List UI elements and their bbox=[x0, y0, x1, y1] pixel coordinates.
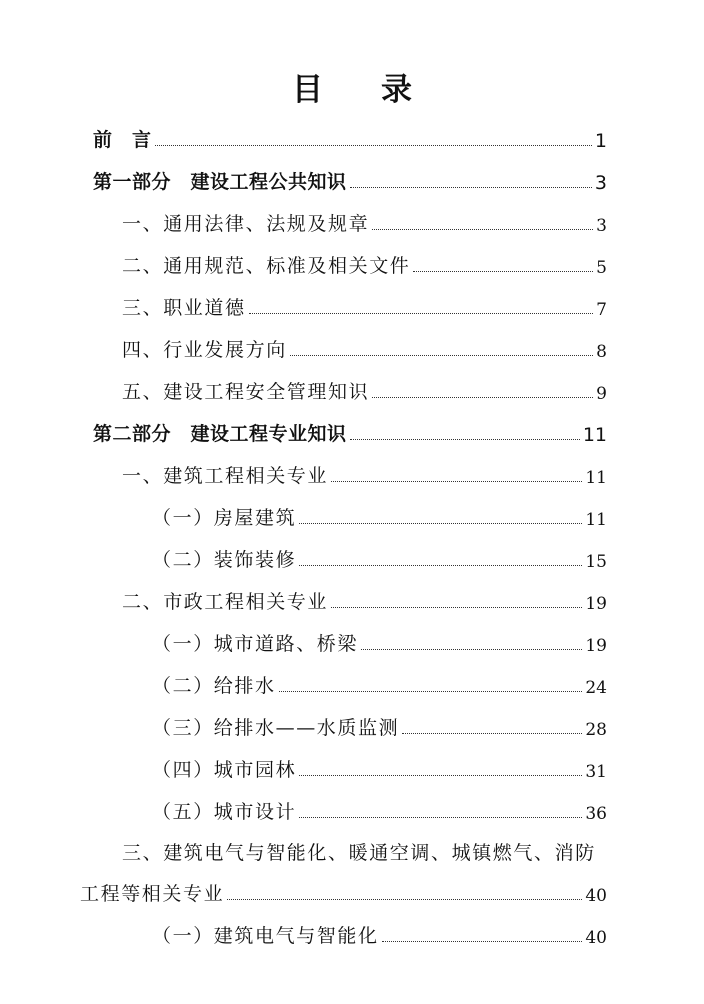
toc-entry-part-2[interactable] bbox=[0, 412, 704, 452]
toc-entry-label: （一）建筑电气与智能化 bbox=[152, 924, 379, 947]
toc-entry-label: 一、通用法律、法规及规章 bbox=[122, 212, 370, 235]
toc-entry-page: 19 bbox=[585, 635, 607, 656]
toc-entry-preface[interactable] bbox=[0, 118, 704, 158]
toc-entry-section[interactable] bbox=[0, 244, 704, 284]
toc-leader-dots bbox=[299, 522, 582, 524]
toc-entry-label: （四）城市园林 bbox=[152, 758, 297, 781]
toc-entry-label-line-1: 三、建筑电气与智能化、暖通空调、城镇燃气、消防 bbox=[122, 842, 596, 864]
toc-entry-section[interactable] bbox=[0, 370, 704, 410]
toc-entry-label: 四、行业发展方向 bbox=[122, 338, 287, 361]
toc-leader-dots bbox=[331, 480, 582, 482]
toc-entry-label-line-2: 工程等相关专业 bbox=[80, 882, 225, 905]
toc-entry-label: 第二部分 建设工程专业知识 bbox=[93, 422, 347, 445]
toc-title-char-1: 目 bbox=[292, 72, 323, 108]
toc-entry-page: 11 bbox=[585, 467, 607, 488]
toc-leader-dots bbox=[350, 186, 592, 188]
toc-entry-page: 24 bbox=[585, 677, 607, 698]
toc-entry-label: 二、通用规范、标准及相关文件 bbox=[122, 254, 411, 277]
toc-leader-dots bbox=[402, 732, 582, 734]
toc-entry-page: 7 bbox=[596, 299, 607, 320]
toc-entry-page: 11 bbox=[585, 509, 607, 530]
toc-entry-section[interactable] bbox=[0, 454, 704, 494]
toc-entry-page: 11 bbox=[582, 423, 607, 446]
toc-leader-dots bbox=[382, 940, 583, 942]
toc-leader-dots bbox=[227, 898, 582, 900]
toc-entry-subsection[interactable] bbox=[0, 538, 704, 578]
toc-entry-label: （五）城市设计 bbox=[152, 800, 297, 823]
toc-entry-page: 3 bbox=[596, 215, 607, 236]
toc-entry-section[interactable] bbox=[0, 328, 704, 368]
toc-entry-subsection[interactable] bbox=[0, 790, 704, 830]
toc-entry-page: 1 bbox=[594, 129, 607, 152]
toc-entry-page: 28 bbox=[585, 719, 607, 740]
toc-entry-label: 第一部分 建设工程公共知识 bbox=[93, 170, 347, 193]
toc-entry-page: 31 bbox=[585, 761, 607, 782]
toc-leader-dots bbox=[299, 564, 582, 566]
toc-entry-label: （一）房屋建筑 bbox=[152, 506, 297, 529]
toc-leader-dots bbox=[299, 816, 582, 818]
toc-entry-label: （三）给排水——水质监测 bbox=[152, 716, 400, 739]
toc-entry-section[interactable] bbox=[0, 580, 704, 620]
toc-leader-dots bbox=[361, 648, 582, 650]
toc-entry-label: 前 言 bbox=[93, 128, 152, 151]
toc-entry-page: 9 bbox=[596, 383, 607, 404]
toc-entry-section[interactable] bbox=[0, 286, 704, 326]
toc-leader-dots bbox=[249, 312, 594, 314]
toc-leader-dots bbox=[350, 438, 580, 440]
toc-entry-page: 5 bbox=[596, 257, 607, 278]
toc-leader-dots bbox=[155, 144, 592, 146]
toc-entry-subsection[interactable] bbox=[0, 622, 704, 662]
toc-leader-dots bbox=[372, 228, 593, 230]
toc-entry-label: 三、职业道德 bbox=[122, 296, 246, 319]
toc-leader-dots bbox=[290, 354, 593, 356]
toc-entry-label: 五、建设工程安全管理知识 bbox=[122, 380, 370, 403]
toc-entry-subsection[interactable] bbox=[0, 706, 704, 746]
toc-entry-page: 19 bbox=[585, 593, 607, 614]
toc-leader-dots bbox=[299, 774, 582, 776]
toc-entry-label: 一、建筑工程相关专业 bbox=[122, 464, 329, 487]
toc-entry-label: （一）城市道路、桥梁 bbox=[152, 632, 359, 655]
toc-entry-label: （二）给排水 bbox=[152, 674, 276, 697]
toc-entry-page: 40 bbox=[585, 927, 607, 948]
toc-entry-section[interactable] bbox=[0, 202, 704, 242]
toc-entry-page: 15 bbox=[585, 551, 607, 572]
toc-leader-dots bbox=[279, 690, 583, 692]
toc-title bbox=[0, 64, 704, 109]
toc-entry-page: 8 bbox=[596, 341, 607, 362]
toc-entry-page: 3 bbox=[594, 171, 607, 194]
toc-leader-dots bbox=[331, 606, 582, 608]
toc-title-char-2: 录 bbox=[381, 72, 412, 108]
toc-entry-part-1[interactable] bbox=[0, 160, 704, 200]
toc-entry-label: （二）装饰装修 bbox=[152, 548, 297, 571]
toc-entry-subsection[interactable] bbox=[0, 664, 704, 704]
toc-leader-dots bbox=[372, 396, 593, 398]
toc-entry-subsection[interactable] bbox=[0, 496, 704, 536]
toc-entry-label: 二、市政工程相关专业 bbox=[122, 590, 329, 613]
toc-entry-page: 36 bbox=[585, 803, 607, 824]
toc-entry-subsection[interactable] bbox=[0, 914, 704, 954]
toc-entry-page: 40 bbox=[585, 885, 607, 906]
toc-entry-subsection[interactable] bbox=[0, 748, 704, 788]
toc-leader-dots bbox=[413, 270, 593, 272]
